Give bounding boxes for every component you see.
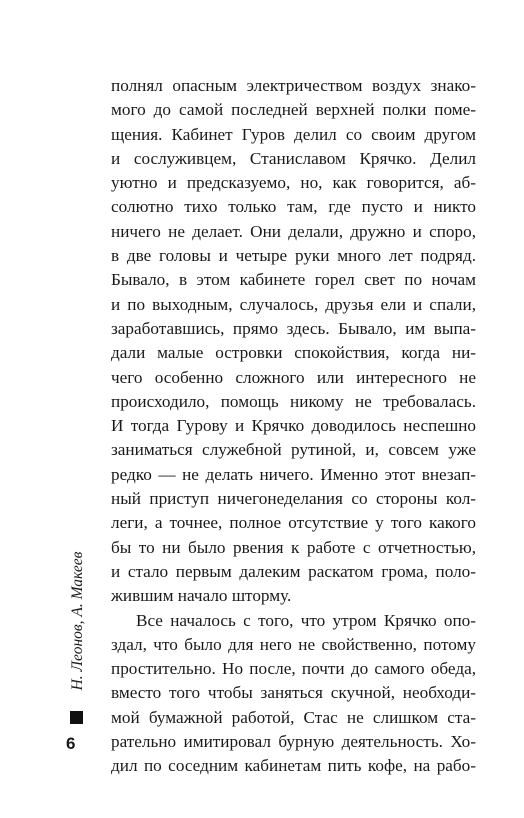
text-line: простительно. Но после, почти до самого обеда,: [111, 659, 476, 679]
text-line: и сослуживцем, Станиславом Крячко. Делил: [111, 148, 476, 168]
text-line: вместо того чтобы заняться скучной, необходи-: [111, 683, 476, 703]
text-line: мой бумажной работой, Стас не слишком ста-: [111, 707, 476, 727]
body-text: [111, 74, 476, 779]
text-line: и по выходным, случалось, друзья ели и спали,: [111, 294, 476, 314]
paragraph-start-line: Все началось с того, что утром Крячко опо-: [136, 610, 476, 630]
text-line: дил по соседним кабинетам пить кофе, на рабо-: [111, 756, 476, 776]
text-line: чего особенно сложного или интересного не: [111, 367, 476, 387]
text-line: Бывало, в этом кабинете горел свет по ночам: [111, 270, 476, 290]
text-line: редко — не делать ничего. Именно этот внезап-: [111, 464, 476, 484]
text-line: полнял опасным электричеством воздух знако-: [111, 76, 476, 95]
text-line: дали малые островки спокойствия, когда ни-: [111, 343, 476, 363]
text-line: происходило, помощь никому не требовалась.: [111, 391, 476, 411]
text-line: заниматься служебной рутиной, и, совсем уже: [111, 440, 476, 460]
text-line: в две головы и четыре руки много лет подряд.: [111, 246, 476, 266]
text-line: леги, а точнее, полное отсутствие у того какого: [111, 513, 476, 533]
text-line: и стало первым далеким раскатом грома, поло-: [111, 561, 476, 581]
square-marker-icon: [70, 711, 83, 724]
text-line: ничего не делает. Они делали, дружно и споро,: [111, 221, 476, 241]
text-line: И тогда Гурову и Крячко доводилось неспешно: [111, 416, 476, 436]
text-line: рательно имитировал бурную деятельность. Хо-: [111, 732, 476, 752]
text-line: мого до самой последней верхней полки поме-: [111, 100, 476, 120]
authors-running-head: Н. Леонов, А. Макеев: [69, 551, 86, 690]
text-line: солютно тихо только там, где пусто и никто: [111, 197, 476, 217]
page-number: 6: [66, 734, 76, 753]
text-line: ный приступ ничегонеделания со стороны кол-: [111, 489, 476, 509]
text-line: уютно и предсказуемо, но, как говорится, аб-: [111, 173, 476, 193]
paragraph-end-line: жившим начало шторму.: [111, 586, 292, 606]
text-line: здал, что было для него не свойственно, потому: [111, 634, 476, 654]
text-line: заработавшись, прямо здесь. Бывало, им выпа-: [111, 318, 476, 338]
text-line: бы то ни было рвения к работе с отчетностью,: [111, 537, 476, 557]
running-head: [63, 538, 93, 703]
text-line: щения. Кабинет Гуров делил со своим другом: [111, 124, 476, 144]
